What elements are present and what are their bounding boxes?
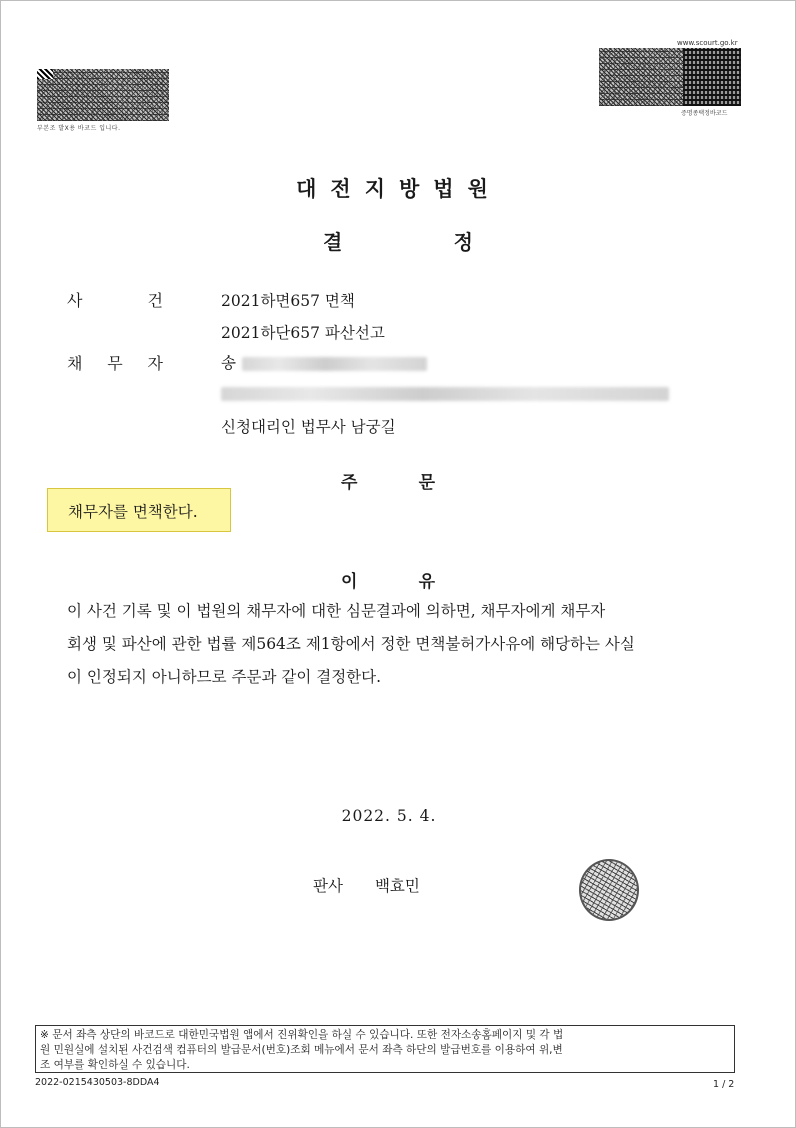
case-label: 사 건 (67, 291, 163, 310)
reason-body (67, 595, 729, 694)
redacted-address (221, 387, 669, 401)
page-number: 1 / 2 (713, 1079, 735, 1090)
court-name: 대전지방법원 (296, 177, 502, 201)
applicant-agent: 신청대리인 법무사 남궁길 (221, 418, 396, 436)
order-highlight-box (47, 488, 231, 532)
barcode-left-caption: 부본조 발X용 바코드 입니다. (37, 125, 121, 132)
barcode-right-caption: 증명종택정바코드 (681, 110, 728, 117)
order-text: 채무자를 면책한다. (68, 503, 198, 521)
reason-line-1: 이 사건 기록 및 이 법원의 채무자에 대한 심문결과에 의하면, 채무자에게 채무자 (67, 602, 606, 620)
barcode-right-url: www.scourt.go.kr (677, 39, 738, 47)
case-number-2: 2021하단657 파산선고 (221, 324, 385, 342)
judge-name: 백효민 (374, 877, 420, 895)
qr-code-icon (683, 48, 741, 106)
document-type-title: 결 정 (323, 230, 473, 254)
debtor-label: 채 무 자 (67, 354, 163, 373)
case-number-1: 2021하면657 면책 (221, 292, 355, 310)
order-title: 주 문 (341, 473, 435, 493)
reason-line-3: 이 인정되지 아니하므로 주문과 같이 결정한다. (67, 668, 382, 686)
debtor-address (221, 384, 669, 402)
reason-line-2: 회생 및 파산에 관한 법률 제564조 제1항에서 정한 면책불허가사유에 해당하는 사실 (67, 635, 635, 653)
barcode-left-image (37, 69, 169, 121)
barcode-right-image (599, 48, 741, 106)
judge-signature (313, 874, 420, 896)
reason-title: 이 유 (341, 572, 435, 592)
debtor-name: 송 (221, 351, 427, 373)
judge-title: 판사 (313, 877, 343, 895)
verification-notice: ※ 문서 좌측 상단의 바코드로 대한민국법원 앱에서 진위확인을 하실 수 있습니다. 또한 전자소송홈페이지 및 각 법 원 민원실에 설치된 사건검색 컴퓨터의 발급문서(번호)조회 메뉴에서 문서 좌측 하단의 발급번호를 이용하여 위,변 조 여부를 확인하실 수 있습니다. (35, 1025, 735, 1073)
redacted-name (242, 357, 427, 371)
issue-number: 2022-0215430503-8DDA4 (35, 1077, 160, 1088)
decision-date: 2022. 5. 4. (341, 807, 437, 825)
judge-seal-stamp (579, 859, 639, 921)
